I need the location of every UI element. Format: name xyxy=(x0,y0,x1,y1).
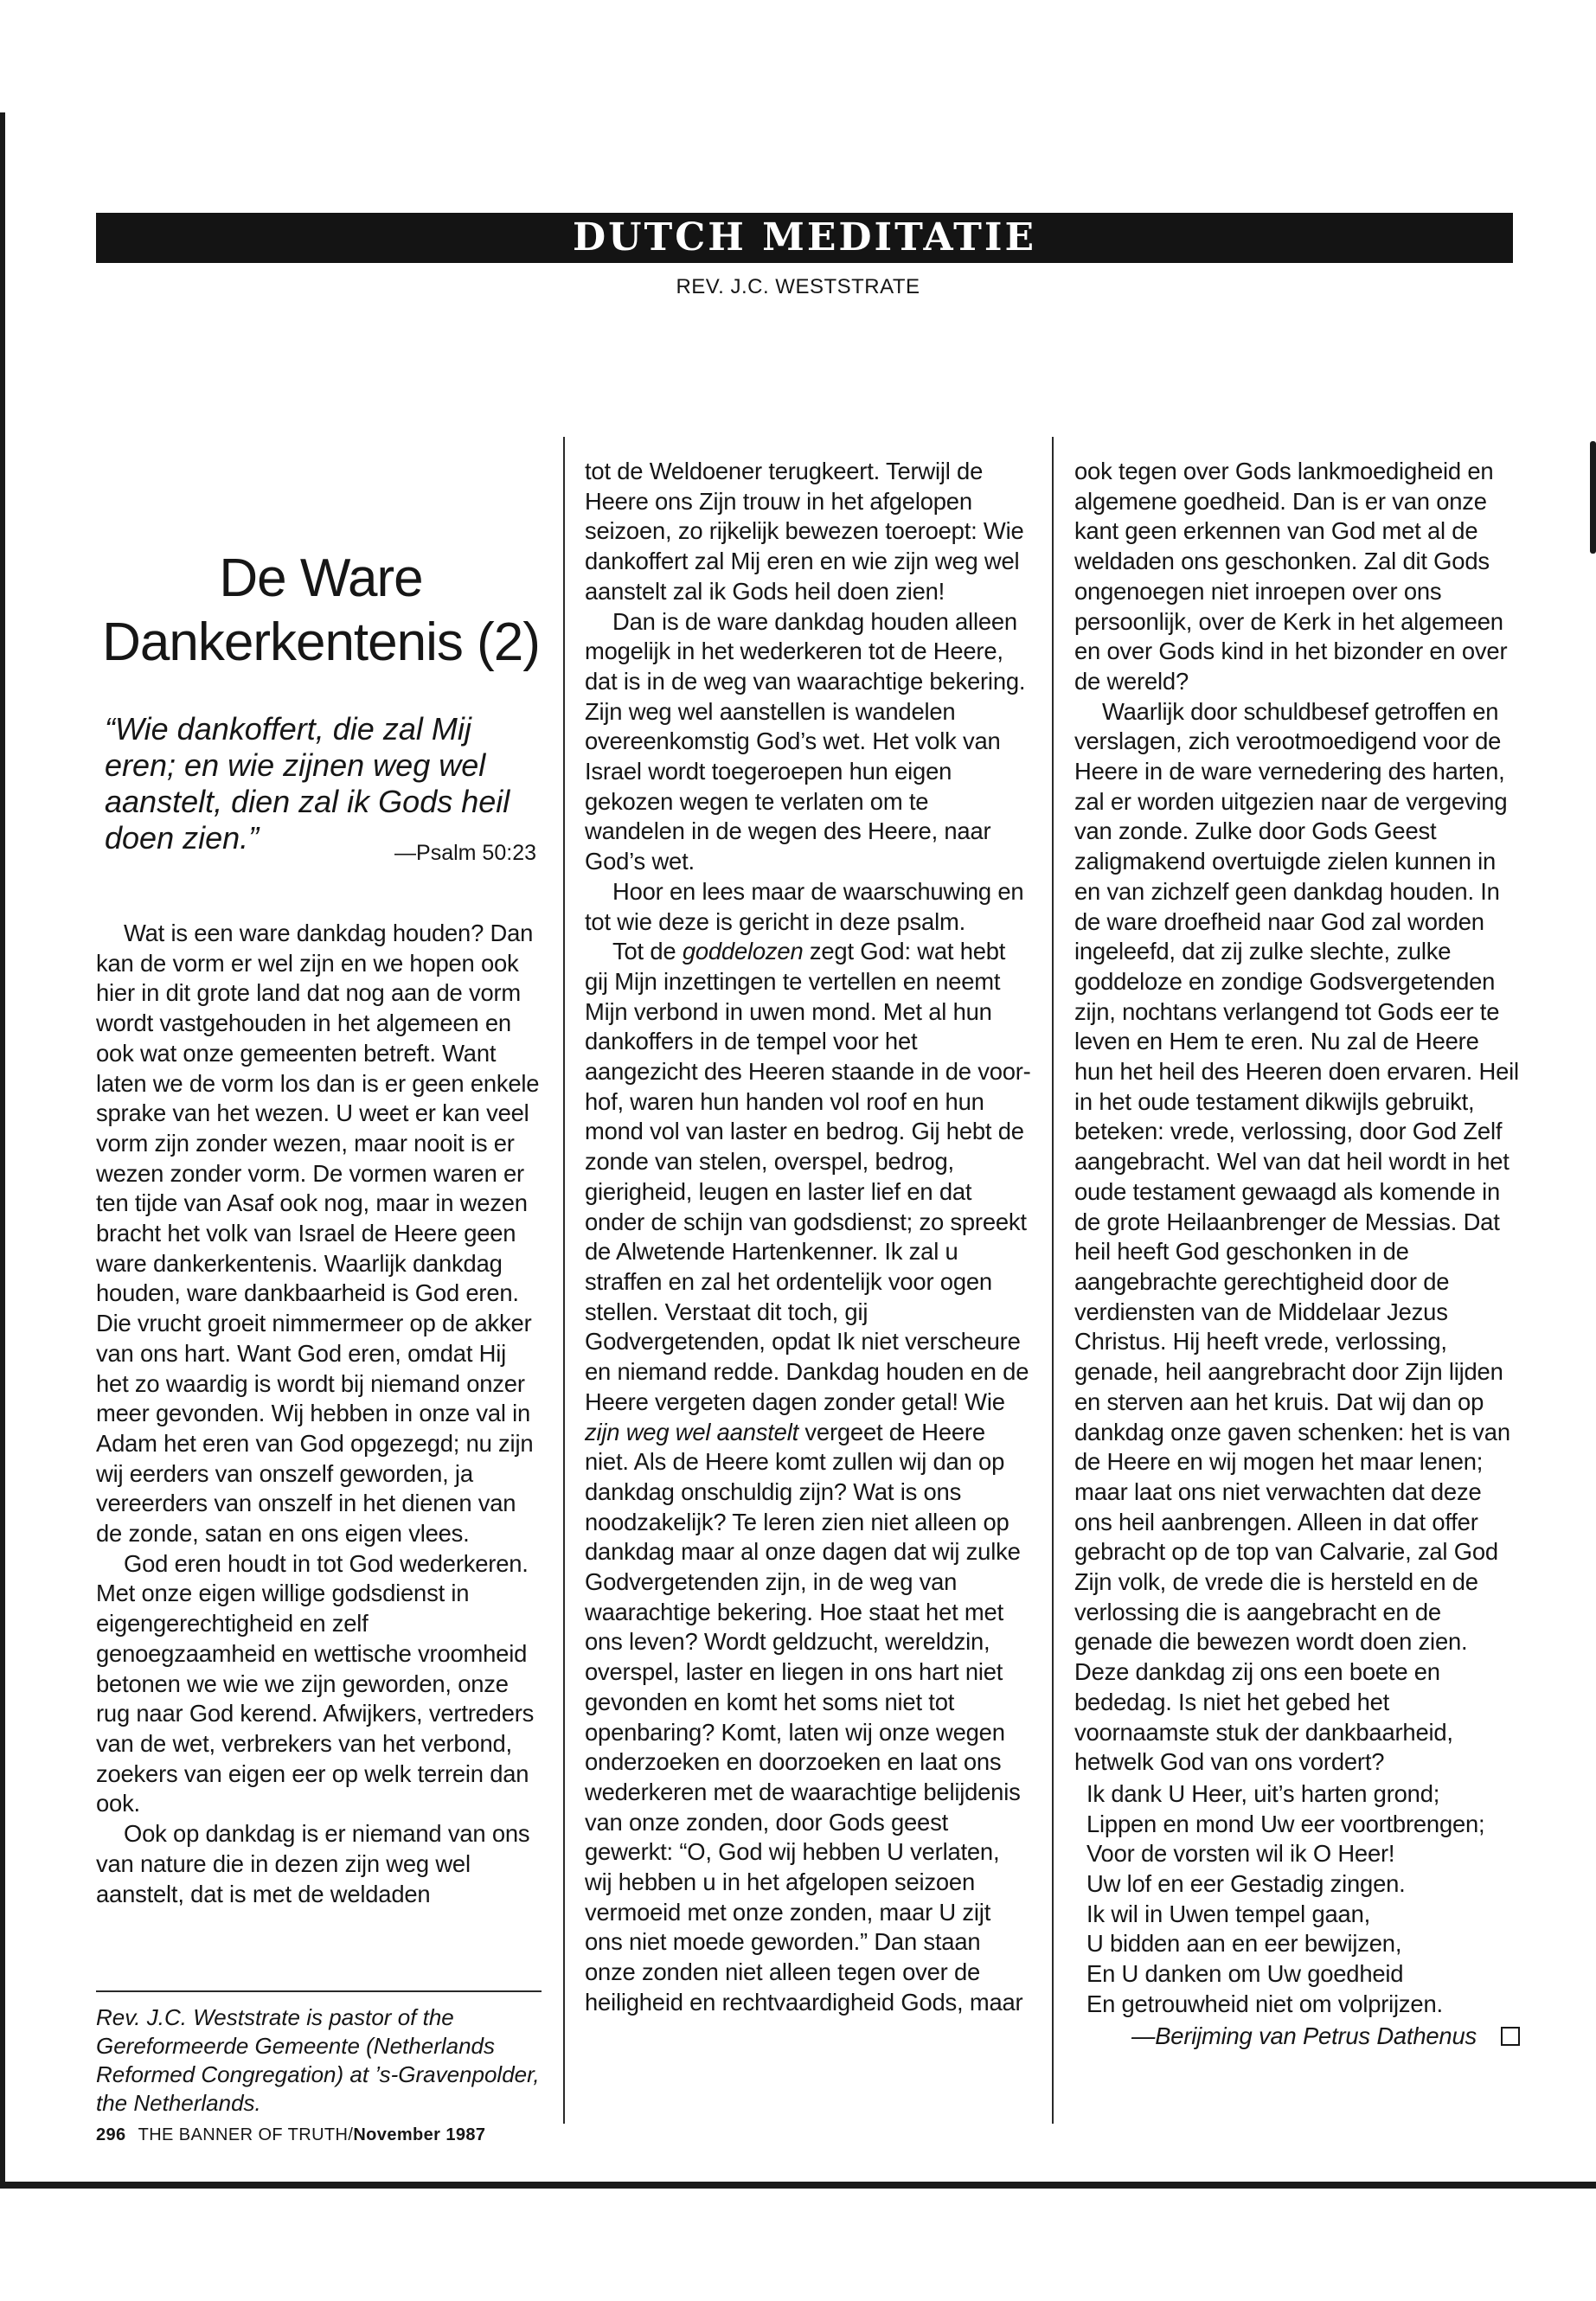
epigraph-source: —Psalm 50:23 xyxy=(394,841,536,865)
section-banner xyxy=(96,213,1513,263)
end-mark-icon xyxy=(1501,2027,1520,2046)
article-title xyxy=(96,547,546,675)
poem-line: Ik dank U Heer, uit’s harten grond; xyxy=(1086,1779,1440,1807)
paragraph xyxy=(585,937,1032,2017)
poem-line: En U danken om Uw goedheid xyxy=(1086,1960,1404,1988)
column-divider xyxy=(563,437,565,2124)
paragraph: tot de Weldoener terugkeert. Terwijl de Heere ons Zijn trouw in het afgelopen seizoen, zo rijkelijk bewezen toeroept: Wie dankoffert zal Mij eren en wie zijn weg wel aanstelt zal ik Gods heil doen zien! xyxy=(585,458,1024,605)
poem-line: Lippen en mond Uw eer voortbrengen; xyxy=(1086,1810,1485,1837)
column-1 xyxy=(96,919,542,1909)
emphasis: goddelozen xyxy=(682,938,804,965)
paragraph: Wat is een ware dankdag houden? Dan kan de vorm er wel zijn en we hopen ook hier in dit grote land dat nog aan de vorm wordt vastgehouden in het algemeen en ook wat onze gemeenten betreft. Want laten we de vorm los dan is er geen enkele sprake van het wezen. U weet er kan veel vorm zijn zonder wezen, maar nooit is er wezen zonder vorm. De vormen waren er ten tijde van Asaf ook nog, maar in wezen bracht het volk van Israel de Heere geen ware dankerkentenis. Waarlijk dankdag houden, ware dankbaarheid is God eren. Die vrucht groeit nimmermeer op de akker van ons hart. Want God eren, omdat Hij het zo waardig is wordt bij niemand onzer meer gevonden. Wij hebben in onze val in Adam het eren van God opgezegd; nu zijn wij eerders van onszelf geworden, ja vereerders van onszelf in het dienen van de zonde, satan en ons eigen vlees. xyxy=(96,920,540,1548)
poem-attribution: —Berijming van Petrus Dathenus xyxy=(1131,2022,1477,2049)
scan-bottom-edge xyxy=(0,2182,1596,2189)
column-2 xyxy=(585,457,1032,2018)
paragraph: ook tegen over Gods lankmoedigheid en algemene goedheid. Dan is er van onze kant geen erkennen van God met al de weldaden ons geschonken. Zal dit Gods ongenoegen niet inroepen over ons persoonlijk, over de Kerk in het algemeen en over Gods kind in het bizonder en over de wereld? xyxy=(1074,458,1508,695)
poem-line: En getrouwheid niet om volprijzen. xyxy=(1086,1990,1443,2017)
column-divider xyxy=(1052,437,1054,2124)
poem-line: Uw lof en eer Gestadig zingen. xyxy=(1086,1870,1406,1898)
epigraph-quote: “Wie dankoffert, die zal Mij eren; en wie zijnen weg wel aanstelt, dien zal ik Gods heil doen zien.” xyxy=(105,711,510,856)
paragraph: Ook op dankdag is er niemand van ons van nature die in dezen zijn weg wel aanstelt, dat is met de weldaden xyxy=(96,1820,530,1907)
section-title: DUTCH MEDITATIE xyxy=(572,215,1037,260)
paragraph: Hoor en lees maar de waarschuwing en tot wie deze is gericht in deze psalm. xyxy=(585,877,1024,935)
scan-speck xyxy=(1590,441,1596,554)
poem-line: Ik wil in Uwen tempel gaan, xyxy=(1086,1900,1371,1927)
poem xyxy=(1074,1779,1520,2020)
article-title-line-1: De Ware xyxy=(219,548,423,608)
article-title-line-2: Dankerkentenis (2) xyxy=(102,612,540,672)
text-run: vergeet de Heere niet. Als de Heere komt zullen wij dan op dankdag onschuldig zijn? Wat is ons noodzakelijk? Te leren zien niet alleen op dankdag maar al onze dagen dat wij zulke Godvergetenden zijn, in de weg van waarachtige bekering. Hoe staat het met ons leven? Wordt geldzucht, wereldzin, overspel, laster en liegen in ons hart niet gevonden en komt het soms niet tot openbaring? Komt, laten wij onze wegen onderzoeken en doorzoeken en laat ons wederkeren met de waarachtige belijdenis van onze zonden, door Gods geest gewerkt: “O, God wij hebben U verlaten, wij hebben u in het afgelopen seizoen vermoeid met onze zonden, maar U zijt ons niet moede geworden.” Dan staan onze zonden niet alleen tegen over de heiligheid en rechtvaardigheid Gods, maar xyxy=(585,1418,1023,2016)
paragraph: Dan is de ware dankdag houden alleen mogelijk in het wederkeren tot de Heere, dat is in de weg van waarachtige bekering. Zijn weg wel aanstellen is wandelen overeenkomstig God’s wet. Het volk van Israel wordt toegeroepen hun eigen gekozen wegen te verlaten om te wandelen in de wegen des Heere, naar God’s wet. xyxy=(585,607,1026,875)
text-run: Tot de xyxy=(612,938,683,965)
page-footer xyxy=(96,2125,580,2145)
author-bio: Rev. J.C. Weststrate is pastor of the Gereformeerde Gemeente (Netherlands Reformed Congregation) at ’s-Gravenpolder, the Netherlands. xyxy=(96,2004,540,2116)
scan-left-edge xyxy=(0,112,5,2189)
bio-divider xyxy=(96,1990,542,1992)
publication-name: THE BANNER OF TRUTH/ xyxy=(138,2125,354,2144)
paragraph: God eren houdt in tot God wederkeren. Met onze eigen willige godsdienst in eigengerechtigheid en zelf genoegzaamheid en wettische vroomheid betonen we wie we zijn geworden, onze rug naar God kerend. Afwijkers, vertreders van de wet, verbrekers van het verbond, zoekers van eigen eer op welk terrein dan ook. xyxy=(96,1549,535,1817)
issue-date: November 1987 xyxy=(353,2125,486,2144)
text-run: zegt God: wat hebt gij Mijn inzettingen te vertellen en neemt Mijn verbond in uwen mond. Met al hun dankoffers in de tempel voor het aangezicht des Heeren staande in de voor-hof, waren hun handen vol roof en hun mond vol van laster en bedrog. Gij hebt de zonde van stelen, overspel, bedrog, gierigheid, leugen en laster lief en dat onder de schijn van godsdienst; zo spreekt de Alwetende Hartenkenner. Ik zal u straffen en zal het ordentelijk voor ogen stellen. Verstaat dit toch, gij Godvergetenden, opdat Ik niet verscheure en niemand redde. Dankdag houden en de Heere vergeten dagen zonder getal! Wie xyxy=(585,938,1031,1415)
column-3 xyxy=(1074,457,1520,2051)
poem-line: U bidden aan en eer bewijzen, xyxy=(1086,1930,1402,1958)
paragraph: Waarlijk door schuldbesef getroffen en verslagen, zich verootmoedigend voor de Heere in de ware vernedering des harten, zal er worden uitgezien naar de vergeving van zonde. Zulke door Gods Geest zaligmakend overtuigde zielen kunnen in en van zichzelf geen dankdag houden. In de ware droefheid naar God zal worden ingeleefd, dat zij zulke slechte, zulke goddeloze en zondige Godsvergetenden zijn, nochtans verlangend tot Gods eer te leven en Hem te eren. Nu zal de Heere hun het heil des Heeren doen ervaren. Heil in het oude testament dikwijls gebruikt, beteken: vrede, verlossing, door God Zelf aangebracht. Wel van dat heil wordt in het oude testament gewaagd als komende in de grote Heilaanbrenger de Messias. Dat heil heeft God geschonken in de aangebrachte gerechtigheid door de verdiensten van de Middelaar Jezus Christus. Hij heeft vrede, verlossing, genade, heil aangrebracht door Zijn lijden en sterven aan het kruis. Dat wij dan op dankdag onze gaven schenken: het is van de Heere en wij mogen het maar lenen; maar laat ons niet verwachten dat deze ons heil aanbrengen. Alleen in dat offer gebracht op de top van Calvarie, zal God Zijn volk, de vrede die is hersteld en de verlossing die is aangebracht en de genade die bewezen wordt doen zien. Deze dankdag zij ons een boete en bededag. Is niet het gebed het voornaamste stuk der dankbaarheid, hetwelk God van ons vordert? xyxy=(1074,697,1519,1776)
author-byline: REV. J.C. WESTSTRATE xyxy=(676,275,920,298)
emphasis: zijn weg wel aanstelt xyxy=(585,1418,799,1445)
poem-attribution-row xyxy=(1074,2022,1520,2052)
page-number: 296 xyxy=(96,2125,126,2144)
poem-line: Voor de vorsten wil ik O Heer! xyxy=(1086,1840,1395,1868)
